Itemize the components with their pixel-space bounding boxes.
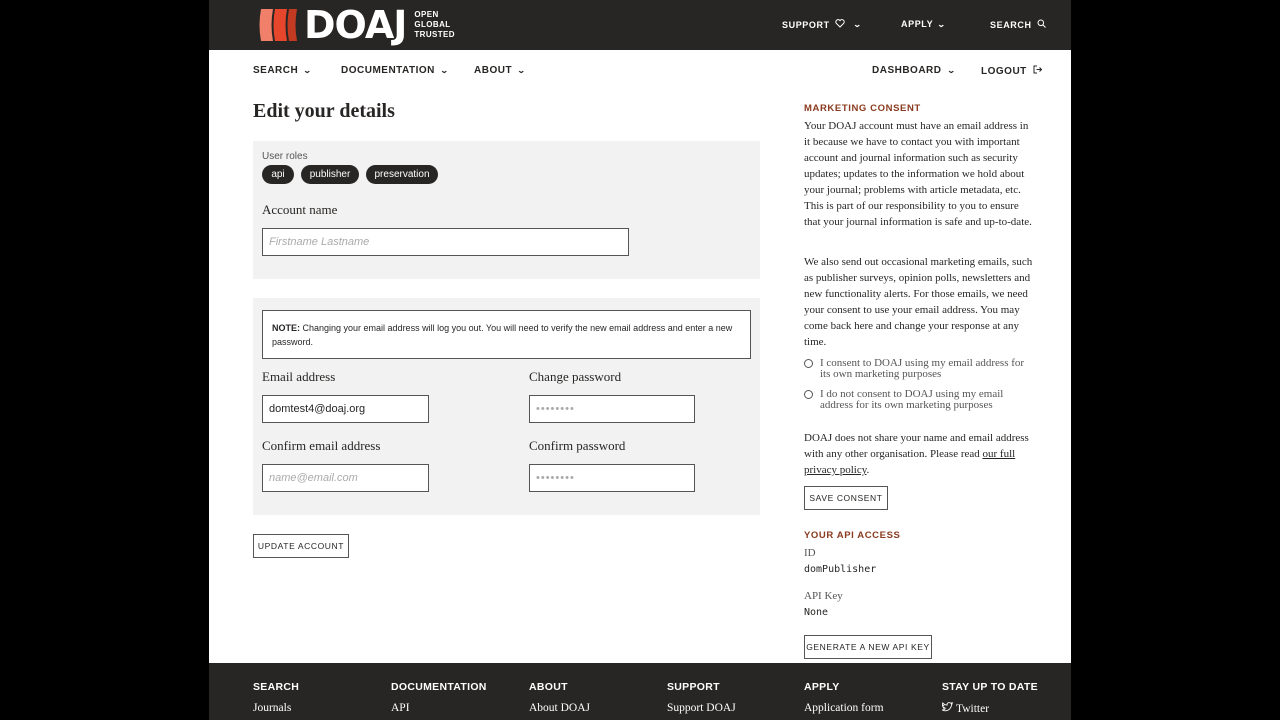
subnav-dashboard[interactable] xyxy=(872,65,955,76)
save-consent-button[interactable]: SAVE CONSENT xyxy=(804,486,888,510)
consent-yes-option[interactable] xyxy=(804,358,1036,380)
footer-link-about-doaj[interactable]: About DOAJ xyxy=(529,702,591,714)
account-name-label: Account name xyxy=(262,202,338,217)
footer-heading-search: SEARCH xyxy=(253,681,300,693)
update-account-button[interactable]: UPDATE ACCOUNT xyxy=(253,534,349,558)
top-header xyxy=(209,0,1071,50)
marketing-para-1: Your DOAJ account must have an email address in it because we have to contact you with important account and journal information such as security updates; updates to the information we hold about your journal; problems with article metadata, etc. This is part of our responsibility to you to ensure that your journal information is safe and up-to-date. xyxy=(804,120,1032,228)
confirm-email-label: Confirm email address xyxy=(262,438,381,453)
consent-yes-radio[interactable] xyxy=(804,359,813,368)
consent-yes-label: I consent to DOAJ using my email address for its own marketing purposes xyxy=(820,357,1025,380)
footer-link-twitter[interactable] xyxy=(942,702,1038,715)
change-password-label: Change password xyxy=(529,369,622,384)
chevron-down-icon: ⌄ xyxy=(852,20,863,29)
top-nav-search[interactable] xyxy=(990,19,1046,30)
confirm-email-input[interactable] xyxy=(262,464,429,492)
footer-col-about xyxy=(529,681,590,714)
subnav-logout-label: LOGOUT xyxy=(981,65,1027,77)
privacy-text: DOAJ does not share your name and email address with any other organisation. Please read xyxy=(804,432,1029,460)
top-nav-search-label: SEARCH xyxy=(990,19,1032,30)
heart-icon xyxy=(835,19,845,30)
doaj-logo[interactable] xyxy=(257,3,455,47)
consent-no-radio[interactable] xyxy=(804,390,813,399)
marketing-consent-heading: MARKETING CONSENT xyxy=(804,103,921,114)
footer-link-support-doaj[interactable]: Support DOAJ xyxy=(667,702,736,714)
api-access-heading: YOUR API ACCESS xyxy=(804,530,901,541)
marketing-para-2: We also send out occasional marketing emails, such as publisher surveys, opinion polls, newsletters and new functionality alerts. For those emails, we need your consent to use your email address. You may come back here and change your response at any time. xyxy=(804,256,1033,348)
footer-col-apply xyxy=(804,681,884,714)
privacy-policy-link[interactable]: our full privacy policy xyxy=(804,448,1016,476)
footer-link-application-form[interactable]: Application form xyxy=(804,702,884,714)
email-input[interactable] xyxy=(262,395,429,423)
privacy-notice xyxy=(804,430,1036,478)
top-nav-support-label: SUPPORT xyxy=(782,19,830,30)
footer-col-search xyxy=(253,681,299,714)
api-id-value: domPublisher xyxy=(804,564,877,575)
top-nav-apply[interactable] xyxy=(901,19,946,29)
footer-col-stay-up-to-date xyxy=(942,681,1038,715)
generate-api-key-button[interactable]: GENERATE A NEW API KEY xyxy=(804,635,932,659)
footer-col-documentation xyxy=(391,681,487,714)
confirm-password-input[interactable] xyxy=(529,464,695,492)
tagline-global: GLOBAL xyxy=(414,20,451,29)
account-name-input[interactable] xyxy=(262,228,629,256)
confirm-password-label: Confirm password xyxy=(529,438,626,453)
subnav-logout[interactable] xyxy=(981,65,1042,77)
email-change-note xyxy=(262,310,751,359)
search-icon xyxy=(1037,19,1046,30)
change-password-input[interactable] xyxy=(529,395,695,423)
role-tag-publisher: publisher xyxy=(301,165,359,184)
footer-link-api[interactable]: API xyxy=(391,702,410,714)
subnav-dashboard-label: DASHBOARD xyxy=(872,65,942,76)
top-nav-support[interactable] xyxy=(782,19,861,30)
consent-no-option[interactable] xyxy=(804,389,1036,411)
footer xyxy=(209,663,1071,720)
tagline-trusted: TRUSTED xyxy=(414,30,455,39)
logo-wordmark: DOAJ xyxy=(304,3,407,47)
email-label: Email address xyxy=(262,369,336,384)
footer-heading-apply: APPLY xyxy=(804,681,840,693)
role-tag-api: api xyxy=(262,165,294,184)
footer-col-support xyxy=(667,681,736,714)
footer-heading-support: SUPPORT xyxy=(667,681,720,693)
top-nav-apply-label: APPLY xyxy=(901,19,934,29)
logout-icon xyxy=(1033,65,1042,77)
role-tag-preservation: preservation xyxy=(366,165,438,184)
user-roles-label: User roles xyxy=(262,151,308,162)
account-panel xyxy=(253,141,760,279)
api-key-label: API Key xyxy=(804,590,843,602)
browser-page xyxy=(209,0,1071,720)
chevron-down-icon: ⌄ xyxy=(303,66,313,75)
subnav-about-label: ABOUT xyxy=(474,65,513,76)
tagline-open: OPEN xyxy=(414,10,439,19)
note-bold-label: NOTE: xyxy=(272,323,300,333)
logo-mark-icon xyxy=(257,7,301,43)
privacy-end: . xyxy=(866,464,870,476)
footer-link-journals[interactable]: Journals xyxy=(253,702,292,714)
credentials-panel xyxy=(253,298,760,515)
footer-heading-documentation: DOCUMENTATION xyxy=(391,681,487,693)
consent-no-label: I do not consent to DOAJ using my email address for its own marketing purposes xyxy=(820,388,1004,411)
footer-link-twitter-label: Twitter xyxy=(956,702,990,715)
subnav-search[interactable] xyxy=(253,65,311,76)
note-text: Changing your email address will log you out. You will need to verify the new email address and enter a new password. xyxy=(272,323,733,347)
chevron-down-icon: ⌄ xyxy=(937,19,947,29)
footer-heading-about: ABOUT xyxy=(529,681,568,693)
subnav-documentation[interactable] xyxy=(341,65,448,76)
chevron-down-icon: ⌄ xyxy=(516,66,527,75)
twitter-icon xyxy=(942,702,953,715)
chevron-down-icon: ⌄ xyxy=(439,66,450,75)
page-title: Edit your details xyxy=(253,100,395,122)
subnav-search-label: SEARCH xyxy=(253,65,299,76)
subnav-about[interactable] xyxy=(474,65,525,76)
logo-tagline xyxy=(414,10,455,40)
api-key-value: None xyxy=(804,607,829,618)
footer-heading-stay-up-to-date: STAY UP TO DATE xyxy=(942,681,1038,693)
api-id-label: ID xyxy=(804,547,816,559)
chevron-down-icon: ⌄ xyxy=(946,66,956,75)
subnav-documentation-label: DOCUMENTATION xyxy=(341,65,435,76)
